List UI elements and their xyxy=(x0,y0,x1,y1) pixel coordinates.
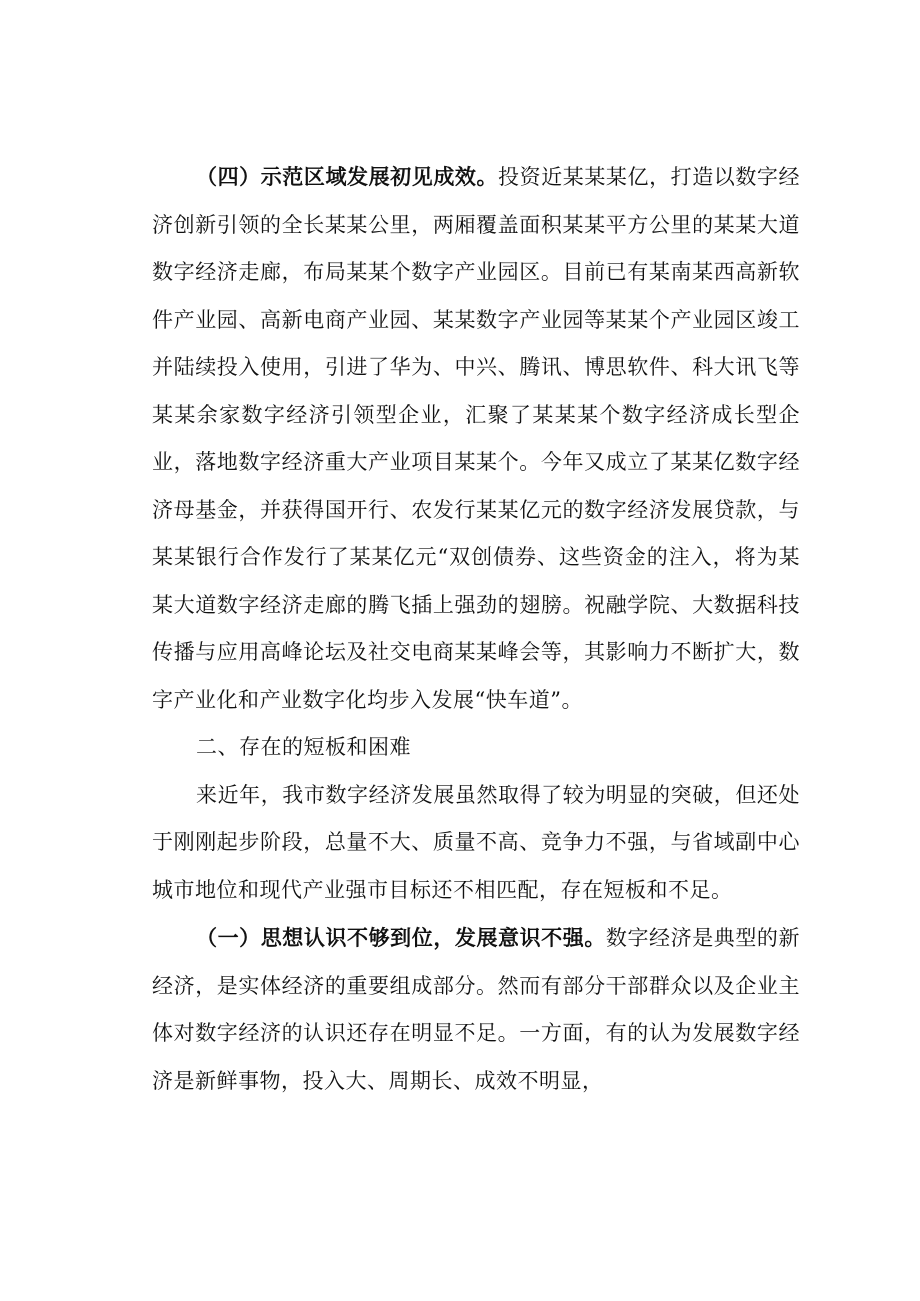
paragraph-lead-bold: （一）思想认识不够到位，发展意识不强。 xyxy=(196,925,606,950)
section-heading-shortcomings: 二、存在的短板和困难 xyxy=(196,735,411,759)
document-body xyxy=(152,153,800,1105)
paragraph-text: 来近年，我市数字经济发展虽然取得了较为明显的突破，但还处于刚刚起步阶段，总量不大、质量不高、竞争力不强，与省域副中心城市地位和现代产业强市目标还不相匹配，存在短板和不足。 xyxy=(152,782,800,902)
paragraph-text: 投资近某某某亿，打造以数字经济创新引领的全长某某公里，两厢覆盖面积某某平方公里的某某大道数字经济走廊，布局某某个数字产业园区。目前已有某南某西高新软件产业园、高新电商产业园、某某数字产业园等某某个产业园区竣工并陆续投入使用，引进了华为、中兴、腾讯、博思软件、科大讯飞等某某余家数字经济引领型企业，汇聚了某某某个数字经济成长型企业，落地数字经济重大产业项目某某个。今年又成立了某某亿数字经济母基金，并获得国开行、农发行某某亿元的数字经济发展贷款，与某某银行合作发行了某某亿元“双创债券、这些资金的注入，将为某某大道数字经济走廊的腾飞插上强劲的翅膀。祝融学院、大数据科技传播与应用高峰论坛及社交电商某某峰会等，其影响力不断扩大，数字产业化和产业数字化均步入发展“快车道”。 xyxy=(152,165,801,712)
paragraph-awareness xyxy=(152,914,800,1105)
paragraph-text: 数字经济是典型的新经济，是实体经济的重要组成部分。然而有部分干部群众以及企业主体对数字经济的认识还存在明显不足。一方面，有的认为发展数字经济是新鲜事物，投入大、周期长、成效不明显， xyxy=(152,926,800,1093)
paragraph-demonstration-zone xyxy=(152,153,800,724)
paragraph-overview xyxy=(152,772,800,915)
paragraph-lead-bold: （四）示范区域发展初见成效。 xyxy=(196,164,499,189)
